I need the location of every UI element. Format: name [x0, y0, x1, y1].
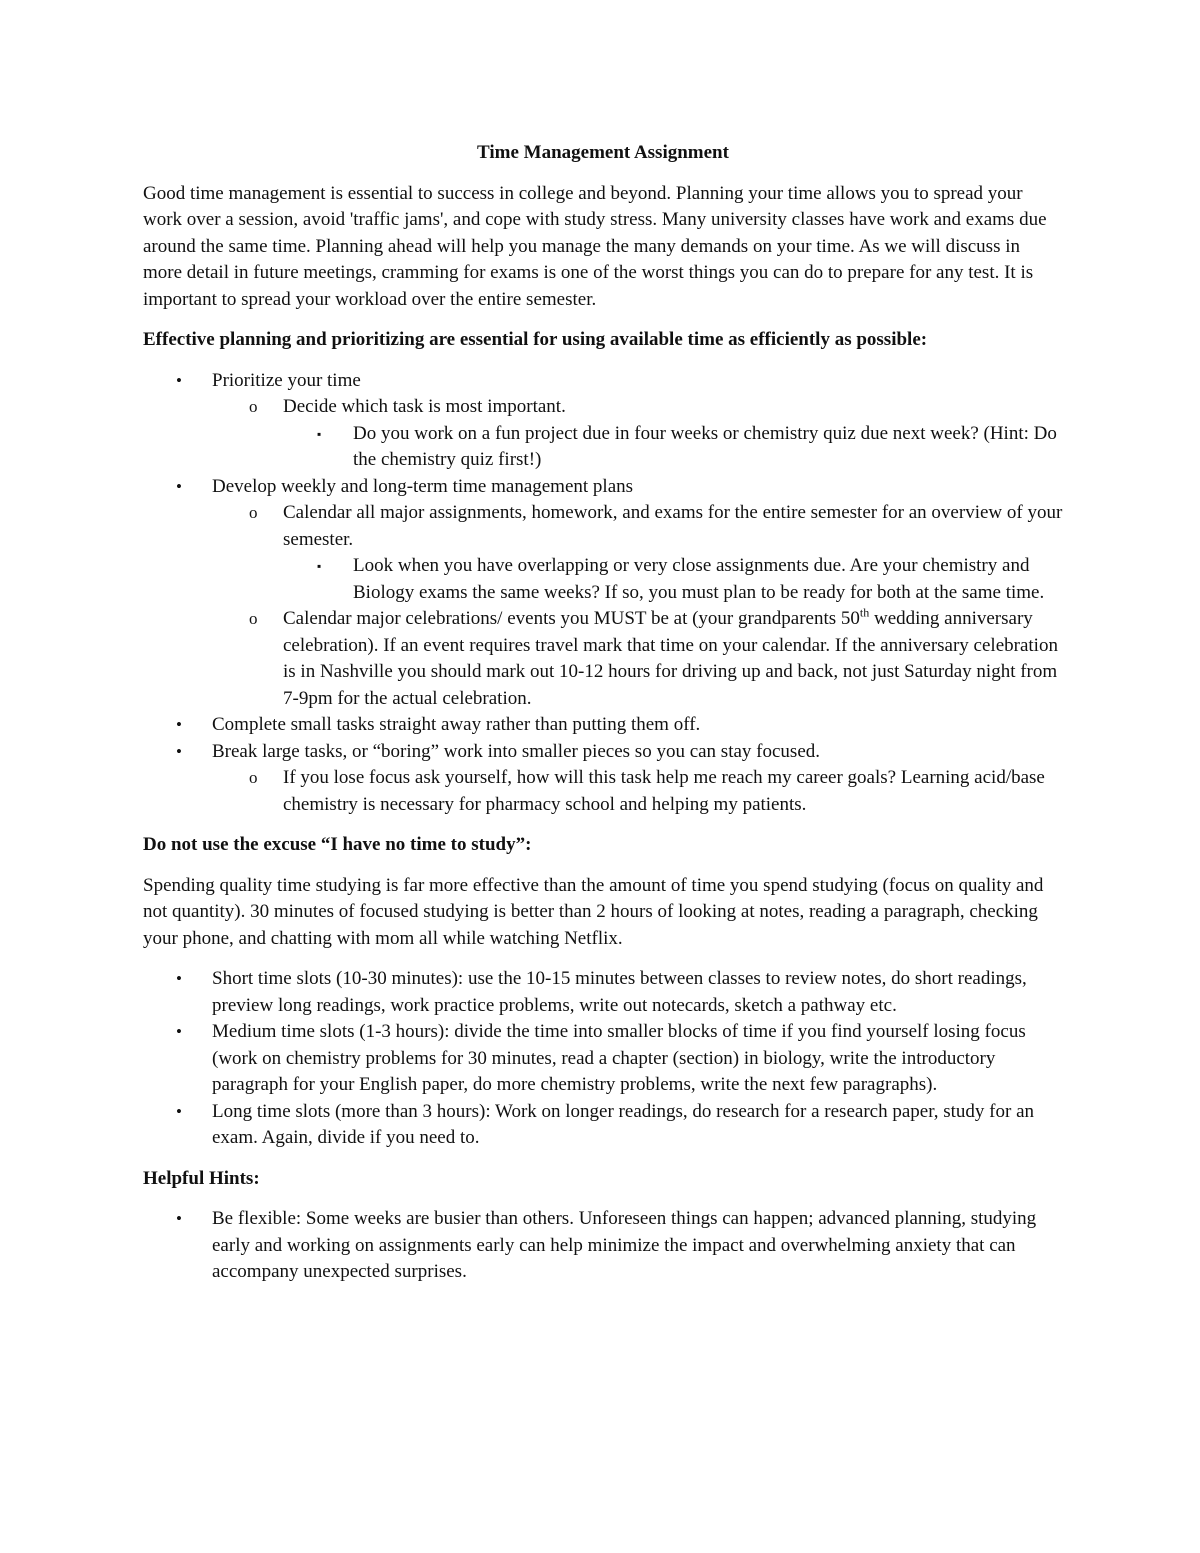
list-item: • Break large tasks, or “boring” work into smaller pieces so you can stay focused. [143, 739, 1063, 766]
list-item: • Short time slots (10-30 minutes): use the 10-15 minutes between classes to review notes, do short readings, preview long readings, work practice problems, write out notecards, sketch a pathway etc. [176, 968, 1027, 1016]
list-item: ▪ Look when you have overlapping or very close assignments due. Are your chemistry and Biology exams the same weeks? If so, you must plan to be ready for both at the same time. [317, 555, 1045, 603]
bullet-icon: • [176, 715, 182, 734]
section-heading-excuse: Do not use the excuse “I have no time to study”: [143, 834, 532, 855]
bullet-icon: • [176, 1101, 182, 1121]
list-item: • Long time slots (more than 3 hours): Work on longer readings, do research for a research paper, study for an exam. Again, divide if you need to. [176, 1100, 1035, 1148]
intro-paragraph: Good time management is essential to success in college and beyond. Planning your time allows you to spread your work over a session, avoid 'traffic jams', and cope with study stress. Many university classes have work and exams due around the same time. Planning ahead will help you manage the many demands on your time. As we will discuss in more detail in future meetings, cramming for exams is one of the worst things you can do to prepare for any test. It is important to spread your workload over the entire semester. [143, 182, 1047, 310]
list-item: • Complete small tasks straight away rather than putting them off. [143, 712, 1063, 739]
list-item: ▪ Do you work on a fun project due in four weeks or chemistry quiz due next week? (Hint: Do the chemistry quiz first!) [317, 422, 1057, 470]
list-item: • Medium time slots (1-3 hours): divide the time into smaller blocks of time if you find yourself losing focus (work on chemistry problems for 30 minutes, read a chapter (section) in biology, write the introductory paragraph for your English paper, do more chemistry problems, write the next few paragraphs). [176, 1021, 1026, 1095]
circle-bullet-icon: o [249, 397, 258, 416]
section-heading-hints: Helpful Hints: [143, 1167, 260, 1189]
bullet-icon: • [176, 741, 182, 761]
section-heading-planning: Effective planning and prioritizing are essential for using available time as efficiently as possible: [143, 329, 928, 350]
list-item: o Calendar major celebrations/ events you MUST be at (your grandparents 50th wedding anniversary celebration). If an event requires travel mark that time on your calendar. If the anniversary celebration is in Nashville you should mark out 10-12 hours for driving up and back, not just Saturday night from 7-9pm for the actual celebration. [249, 605, 1058, 709]
time-slots-list [143, 966, 1063, 1152]
bullet-icon: • [176, 969, 182, 988]
list-item: o Decide which task is most important. [143, 394, 1063, 421]
quality-paragraph: Spending quality time studying is far more effective than the amount of time you spend studying (focus on quality and not quantity). 30 minutes of focused studying is better than 2 hours of looking at notes, reading a paragraph, checking your phone, and chatting with mom all while watching Netflix. [143, 874, 1044, 949]
bullet-icon: • [176, 1209, 182, 1228]
circle-bullet-icon: o [249, 768, 258, 787]
list-item: • Prioritize your time [143, 368, 1063, 395]
bullet-icon: • [176, 370, 182, 390]
bullet-icon: • [176, 1022, 182, 1041]
list-item: • Develop weekly and long-term time management plans [143, 474, 1063, 501]
square-bullet-icon: ▪ [317, 426, 322, 441]
square-bullet-icon: ▪ [317, 559, 322, 573]
bullet-icon: • [176, 476, 182, 496]
document-page [143, 140, 1063, 1300]
circle-bullet-icon: o [249, 503, 258, 522]
list-item: o If you lose focus ask yourself, how will this task help me reach my career goals? Learning acid/base chemistry is necessary for pharmacy school and helping my patients. [249, 767, 1045, 815]
circle-bullet-icon: o [249, 609, 258, 628]
hints-list [143, 1206, 1063, 1286]
document-title: Time Management Assignment [477, 142, 729, 163]
planning-list [143, 368, 1063, 819]
list-item: o Calendar all major assignments, homework, and exams for the entire semester for an overview of your semester. [249, 502, 1063, 550]
list-item: • Be flexible: Some weeks are busier than others. Unforeseen things can happen; advanced planning, studying early and working on assignments early can help minimize the impact and overwhelming anxiety that can accompany unexpected surprises. [176, 1208, 1037, 1282]
